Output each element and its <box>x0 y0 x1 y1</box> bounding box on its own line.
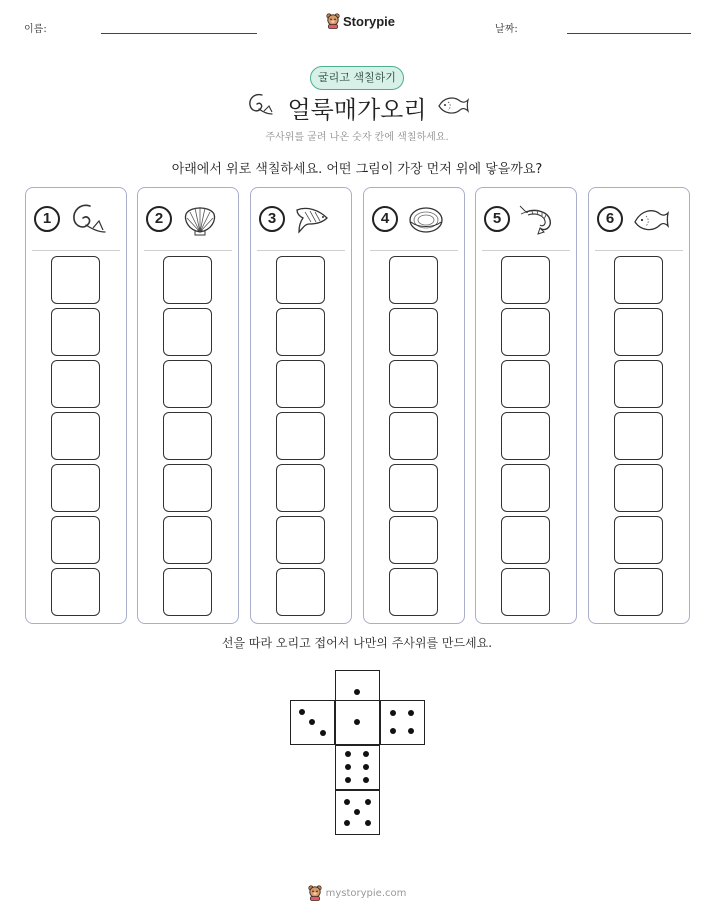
color-box[interactable] <box>501 256 550 304</box>
brand-name: Storypie <box>343 13 396 29</box>
date-line[interactable] <box>567 33 691 34</box>
die-face-3 <box>290 700 335 745</box>
column-header <box>364 202 464 238</box>
die-pip <box>320 730 326 736</box>
color-box[interactable] <box>501 516 550 564</box>
color-box[interactable] <box>501 568 550 616</box>
stingray-icon <box>68 202 108 242</box>
die-pip <box>408 728 414 734</box>
clam-shell-icon <box>406 202 446 242</box>
color-box[interactable] <box>163 464 212 512</box>
color-box[interactable] <box>163 412 212 460</box>
die-face-5 <box>335 790 380 835</box>
column-divider <box>370 250 458 251</box>
dice-instruction: 선을 따라 오리고 접어서 나만의 주사위를 만드세요. <box>221 636 493 650</box>
column-header <box>138 202 238 238</box>
die-pip <box>363 764 369 770</box>
die-pip <box>354 719 360 725</box>
color-box[interactable] <box>51 464 100 512</box>
die-pip <box>354 809 360 815</box>
die-face-6 <box>335 745 380 790</box>
footer <box>0 885 714 901</box>
column-divider <box>144 250 232 251</box>
color-box[interactable] <box>276 568 325 616</box>
color-box[interactable] <box>389 412 438 460</box>
color-box[interactable] <box>614 568 663 616</box>
color-box[interactable] <box>614 516 663 564</box>
color-box[interactable] <box>389 464 438 512</box>
column-divider <box>482 250 570 251</box>
column-number: 1 <box>34 206 60 232</box>
color-box[interactable] <box>163 568 212 616</box>
color-box[interactable] <box>276 360 325 408</box>
color-box[interactable] <box>51 516 100 564</box>
color-box[interactable] <box>276 516 325 564</box>
date-label: 날짜: <box>495 24 518 35</box>
page-title: 얼룩매가오리 <box>287 96 427 124</box>
name-label: 이름: <box>24 24 47 35</box>
shrimp-icon <box>518 202 558 242</box>
color-box[interactable] <box>163 308 212 356</box>
color-box[interactable] <box>51 256 100 304</box>
column-header <box>589 202 689 238</box>
scallop-shell-icon <box>180 202 220 242</box>
die-pip <box>354 689 360 695</box>
die-pip <box>363 751 369 757</box>
color-box[interactable] <box>276 256 325 304</box>
race-column-2 <box>137 187 239 624</box>
color-box[interactable] <box>614 412 663 460</box>
color-box[interactable] <box>276 308 325 356</box>
color-box[interactable] <box>501 464 550 512</box>
column-divider <box>595 250 683 251</box>
die-pip <box>345 777 351 783</box>
color-box[interactable] <box>614 256 663 304</box>
color-box[interactable] <box>389 516 438 564</box>
column-number: 3 <box>259 206 285 232</box>
column-header <box>26 202 126 238</box>
race-column-4 <box>363 187 465 624</box>
column-divider <box>257 250 345 251</box>
color-box[interactable] <box>163 360 212 408</box>
color-box[interactable] <box>276 412 325 460</box>
color-box[interactable] <box>501 308 550 356</box>
color-box[interactable] <box>51 308 100 356</box>
die-pip <box>345 751 351 757</box>
color-box[interactable] <box>389 568 438 616</box>
column-header <box>251 202 351 238</box>
die-pip <box>299 709 305 715</box>
bear-mascot-icon <box>308 885 322 901</box>
color-box[interactable] <box>389 256 438 304</box>
race-column-6 <box>588 187 690 624</box>
flatfish-icon <box>631 202 671 242</box>
color-box[interactable] <box>389 308 438 356</box>
activity-badge: 굴리고 색칠하기 <box>310 66 404 90</box>
column-number: 5 <box>484 206 510 232</box>
die-pip <box>408 710 414 716</box>
die-face-4 <box>380 700 425 745</box>
die-pip <box>344 820 350 826</box>
stingray-icon <box>246 92 274 118</box>
die-pip <box>390 710 396 716</box>
page-subtitle: 주사위를 굴려 나온 숫자 칸에 색칠하세요. <box>265 132 449 143</box>
color-box[interactable] <box>614 464 663 512</box>
color-box[interactable] <box>163 256 212 304</box>
die-pip <box>345 764 351 770</box>
color-box[interactable] <box>276 464 325 512</box>
coloring-instruction: 아래에서 위로 색칠하세요. 어떤 그림이 가장 먼저 위에 닿을까요? <box>171 162 543 177</box>
color-box[interactable] <box>51 412 100 460</box>
color-box[interactable] <box>614 360 663 408</box>
color-box[interactable] <box>389 360 438 408</box>
race-column-3 <box>250 187 352 624</box>
brand-logo <box>326 13 395 29</box>
column-number: 2 <box>146 206 172 232</box>
die-pip <box>365 820 371 826</box>
race-column-5 <box>475 187 577 624</box>
footer-site: mystorypie.com <box>325 887 407 899</box>
column-header <box>476 202 576 238</box>
die-pip <box>365 799 371 805</box>
color-box[interactable] <box>501 360 550 408</box>
die-pip <box>309 719 315 725</box>
name-line[interactable] <box>101 33 257 34</box>
column-number: 6 <box>597 206 623 232</box>
fish-icon <box>293 202 333 242</box>
die-pip <box>344 799 350 805</box>
column-divider <box>32 250 120 251</box>
die-pip <box>363 777 369 783</box>
color-box[interactable] <box>501 412 550 460</box>
die-pip <box>390 728 396 734</box>
race-column-1 <box>25 187 127 624</box>
bear-mascot-icon <box>326 13 340 29</box>
die-face-1 <box>335 700 380 745</box>
flatfish-icon <box>436 94 470 116</box>
column-number: 4 <box>372 206 398 232</box>
color-box[interactable] <box>51 568 100 616</box>
color-box[interactable] <box>614 308 663 356</box>
color-box[interactable] <box>51 360 100 408</box>
color-box[interactable] <box>163 516 212 564</box>
